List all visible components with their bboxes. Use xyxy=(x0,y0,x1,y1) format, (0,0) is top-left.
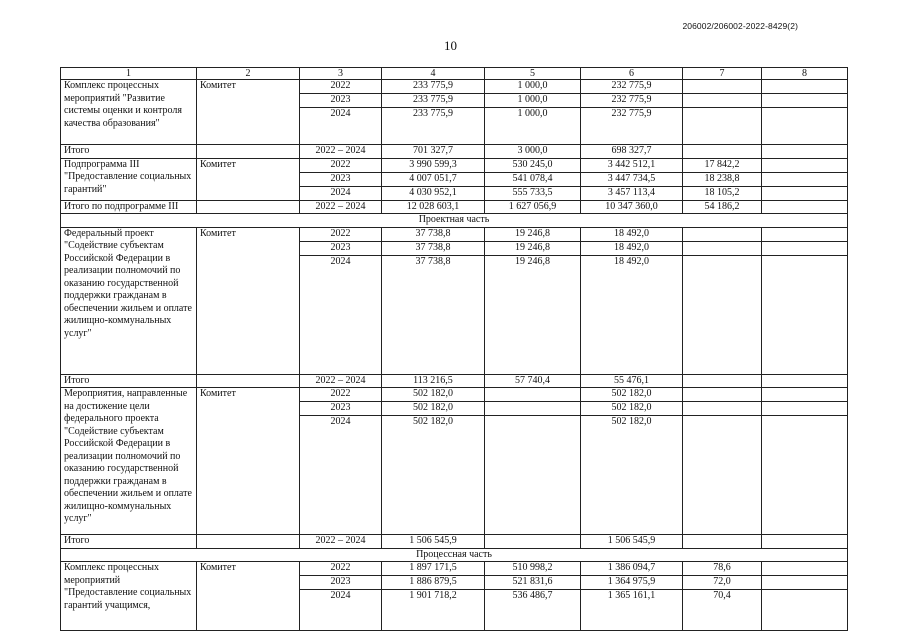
total-amount-cell: 4 030 952,1 xyxy=(382,186,485,200)
program-name: Подпрограмма III "Предоставление социальных гарантий" xyxy=(61,158,197,200)
other-sources-cell xyxy=(762,576,848,590)
other-sources-cell xyxy=(762,562,848,576)
total-amount-cell: 233 775,9 xyxy=(382,94,485,108)
total-amount-cell: 4 007 051,7 xyxy=(382,172,485,186)
column-header: 1 xyxy=(61,68,197,80)
local-budget-cell xyxy=(683,388,762,402)
column-header: 4 xyxy=(382,68,485,80)
total-label: Итого по подпрограмме III xyxy=(61,200,197,214)
local-budget-cell: 17 842,2 xyxy=(683,158,762,172)
regional-budget-cell: 1 506 545,9 xyxy=(581,535,683,549)
local-budget-cell: 18 238,8 xyxy=(683,172,762,186)
federal-budget-cell: 19 246,8 xyxy=(485,255,581,374)
total-row xyxy=(61,535,848,549)
year-cell: 2024 xyxy=(300,590,382,631)
federal-budget-cell xyxy=(485,402,581,416)
regional-budget-cell: 698 327,7 xyxy=(581,145,683,159)
local-budget-cell xyxy=(683,374,762,388)
executor: Комитет xyxy=(197,80,300,145)
other-sources-cell xyxy=(762,186,848,200)
regional-budget-cell: 3 447 734,5 xyxy=(581,172,683,186)
regional-budget-cell: 18 492,0 xyxy=(581,227,683,241)
other-sources-cell xyxy=(762,200,848,214)
table-row xyxy=(61,562,848,576)
federal-budget-cell xyxy=(485,416,581,535)
period-cell: 2022 – 2024 xyxy=(300,535,382,549)
other-sources-cell xyxy=(762,158,848,172)
table-header-row xyxy=(61,68,848,80)
executor: Комитет xyxy=(197,158,300,200)
federal-budget-cell: 1 000,0 xyxy=(485,94,581,108)
total-amount-cell: 1 901 718,2 xyxy=(382,590,485,631)
program-name: Мероприятия, направленные на достижение цели федерального проекта "Содействие субъектам Российской Федерации в реализации полномочий по оказанию государственной поддержки гражданам в обеспечении жильем и оплате жилищно-коммунальных услуг" xyxy=(61,388,197,535)
executor: Комитет xyxy=(197,388,300,535)
table-cell xyxy=(197,374,300,388)
total-label: Итого xyxy=(61,535,197,549)
total-label: Итого xyxy=(61,374,197,388)
regional-budget-cell: 3 442 512,1 xyxy=(581,158,683,172)
other-sources-cell xyxy=(762,80,848,94)
other-sources-cell xyxy=(762,388,848,402)
table-cell xyxy=(197,200,300,214)
local-budget-cell: 72,0 xyxy=(683,576,762,590)
federal-budget-cell xyxy=(485,535,581,549)
federal-budget-cell: 536 486,7 xyxy=(485,590,581,631)
column-header: 8 xyxy=(762,68,848,80)
regional-budget-cell: 502 182,0 xyxy=(581,388,683,402)
year-cell: 2023 xyxy=(300,94,382,108)
table-cell xyxy=(197,535,300,549)
other-sources-cell xyxy=(762,108,848,145)
total-amount-cell: 502 182,0 xyxy=(382,402,485,416)
federal-budget-cell: 541 078,4 xyxy=(485,172,581,186)
year-cell: 2022 xyxy=(300,388,382,402)
year-cell: 2022 xyxy=(300,227,382,241)
year-cell: 2024 xyxy=(300,108,382,145)
other-sources-cell xyxy=(762,145,848,159)
executor: Комитет xyxy=(197,562,300,631)
total-amount-cell: 1 897 171,5 xyxy=(382,562,485,576)
federal-budget-cell: 521 831,6 xyxy=(485,576,581,590)
table-cell xyxy=(197,145,300,159)
other-sources-cell xyxy=(762,416,848,535)
federal-budget-cell: 530 245,0 xyxy=(485,158,581,172)
year-cell: 2022 xyxy=(300,562,382,576)
local-budget-cell: 78,6 xyxy=(683,562,762,576)
total-amount-cell: 502 182,0 xyxy=(382,416,485,535)
period-cell: 2022 – 2024 xyxy=(300,200,382,214)
local-budget-cell: 18 105,2 xyxy=(683,186,762,200)
program-name: Федеральный проект "Содействие субъектам Российской Федерации в реализации полномочий по оказанию государственной поддержки гражданам в обеспечении жильем и оплате жилищно-коммунальных услуг" xyxy=(61,227,197,374)
regional-budget-cell: 55 476,1 xyxy=(581,374,683,388)
federal-budget-cell: 1 000,0 xyxy=(485,80,581,94)
local-budget-cell xyxy=(683,227,762,241)
page-number: 10 xyxy=(444,38,457,53)
federal-budget-cell: 57 740,4 xyxy=(485,374,581,388)
year-cell: 2024 xyxy=(300,186,382,200)
year-cell: 2023 xyxy=(300,172,382,186)
local-budget-cell xyxy=(683,145,762,159)
local-budget-cell: 70,4 xyxy=(683,590,762,631)
regional-budget-cell: 232 775,9 xyxy=(581,94,683,108)
regional-budget-cell: 10 347 360,0 xyxy=(581,200,683,214)
document-id: 206002/206002-2022-8429(2) xyxy=(682,21,798,31)
regional-budget-cell: 3 457 113,4 xyxy=(581,186,683,200)
program-name: Комплекс процессных мероприятий "Предоставление социальных гарантий учащимся, xyxy=(61,562,197,631)
total-row xyxy=(61,374,848,388)
section-header-row xyxy=(61,214,848,228)
regional-budget-cell: 502 182,0 xyxy=(581,416,683,535)
total-amount-cell: 37 738,8 xyxy=(382,255,485,374)
federal-budget-cell: 1 627 056,9 xyxy=(485,200,581,214)
other-sources-cell xyxy=(762,172,848,186)
other-sources-cell xyxy=(762,374,848,388)
year-cell: 2022 xyxy=(300,158,382,172)
year-cell: 2023 xyxy=(300,402,382,416)
section-header-row xyxy=(61,548,848,562)
column-header: 3 xyxy=(300,68,382,80)
other-sources-cell xyxy=(762,255,848,374)
other-sources-cell xyxy=(762,94,848,108)
period-cell: 2022 – 2024 xyxy=(300,145,382,159)
local-budget-cell xyxy=(683,535,762,549)
other-sources-cell xyxy=(762,535,848,549)
period-cell: 2022 – 2024 xyxy=(300,374,382,388)
regional-budget-cell: 1 386 094,7 xyxy=(581,562,683,576)
regional-budget-cell: 18 492,0 xyxy=(581,255,683,374)
regional-budget-cell: 18 492,0 xyxy=(581,241,683,255)
other-sources-cell xyxy=(762,590,848,631)
local-budget-cell xyxy=(683,241,762,255)
table-row xyxy=(61,227,848,241)
column-header: 2 xyxy=(197,68,300,80)
other-sources-cell xyxy=(762,241,848,255)
local-budget-cell: 54 186,2 xyxy=(683,200,762,214)
column-header: 6 xyxy=(581,68,683,80)
local-budget-cell xyxy=(683,94,762,108)
local-budget-cell xyxy=(683,402,762,416)
regional-budget-cell: 232 775,9 xyxy=(581,80,683,94)
table-row xyxy=(61,388,848,402)
total-amount-cell: 113 216,5 xyxy=(382,374,485,388)
executor: Комитет xyxy=(197,227,300,374)
total-amount-cell: 37 738,8 xyxy=(382,241,485,255)
local-budget-cell xyxy=(683,416,762,535)
total-label: Итого xyxy=(61,145,197,159)
column-header: 7 xyxy=(683,68,762,80)
federal-budget-cell: 19 246,8 xyxy=(485,227,581,241)
regional-budget-cell: 232 775,9 xyxy=(581,108,683,145)
section-title: Процессная часть xyxy=(61,548,848,562)
year-cell: 2024 xyxy=(300,416,382,535)
total-amount-cell: 502 182,0 xyxy=(382,388,485,402)
federal-budget-cell: 19 246,8 xyxy=(485,241,581,255)
total-row xyxy=(61,145,848,159)
other-sources-cell xyxy=(762,402,848,416)
total-amount-cell: 1 506 545,9 xyxy=(382,535,485,549)
year-cell: 2023 xyxy=(300,241,382,255)
table-row xyxy=(61,158,848,172)
regional-budget-cell: 1 364 975,9 xyxy=(581,576,683,590)
regional-budget-cell: 1 365 161,1 xyxy=(581,590,683,631)
total-amount-cell: 701 327,7 xyxy=(382,145,485,159)
total-amount-cell: 3 990 599,3 xyxy=(382,158,485,172)
federal-budget-cell: 510 998,2 xyxy=(485,562,581,576)
year-cell: 2022 xyxy=(300,80,382,94)
year-cell: 2024 xyxy=(300,255,382,374)
column-header: 5 xyxy=(485,68,581,80)
year-cell: 2023 xyxy=(300,576,382,590)
budget-table xyxy=(60,67,848,631)
other-sources-cell xyxy=(762,227,848,241)
federal-budget-cell: 3 000,0 xyxy=(485,145,581,159)
total-amount-cell: 233 775,9 xyxy=(382,108,485,145)
federal-budget-cell: 555 733,5 xyxy=(485,186,581,200)
regional-budget-cell: 502 182,0 xyxy=(581,402,683,416)
total-row xyxy=(61,200,848,214)
total-amount-cell: 1 886 879,5 xyxy=(382,576,485,590)
total-amount-cell: 233 775,9 xyxy=(382,80,485,94)
program-name: Комплекс процессных мероприятий "Развитие системы оценки и контроля качества образования" xyxy=(61,80,197,145)
total-amount-cell: 12 028 603,1 xyxy=(382,200,485,214)
federal-budget-cell xyxy=(485,388,581,402)
table-row xyxy=(61,80,848,94)
section-title: Проектная часть xyxy=(61,214,848,228)
total-amount-cell: 37 738,8 xyxy=(382,227,485,241)
local-budget-cell xyxy=(683,108,762,145)
local-budget-cell xyxy=(683,255,762,374)
federal-budget-cell: 1 000,0 xyxy=(485,108,581,145)
local-budget-cell xyxy=(683,80,762,94)
